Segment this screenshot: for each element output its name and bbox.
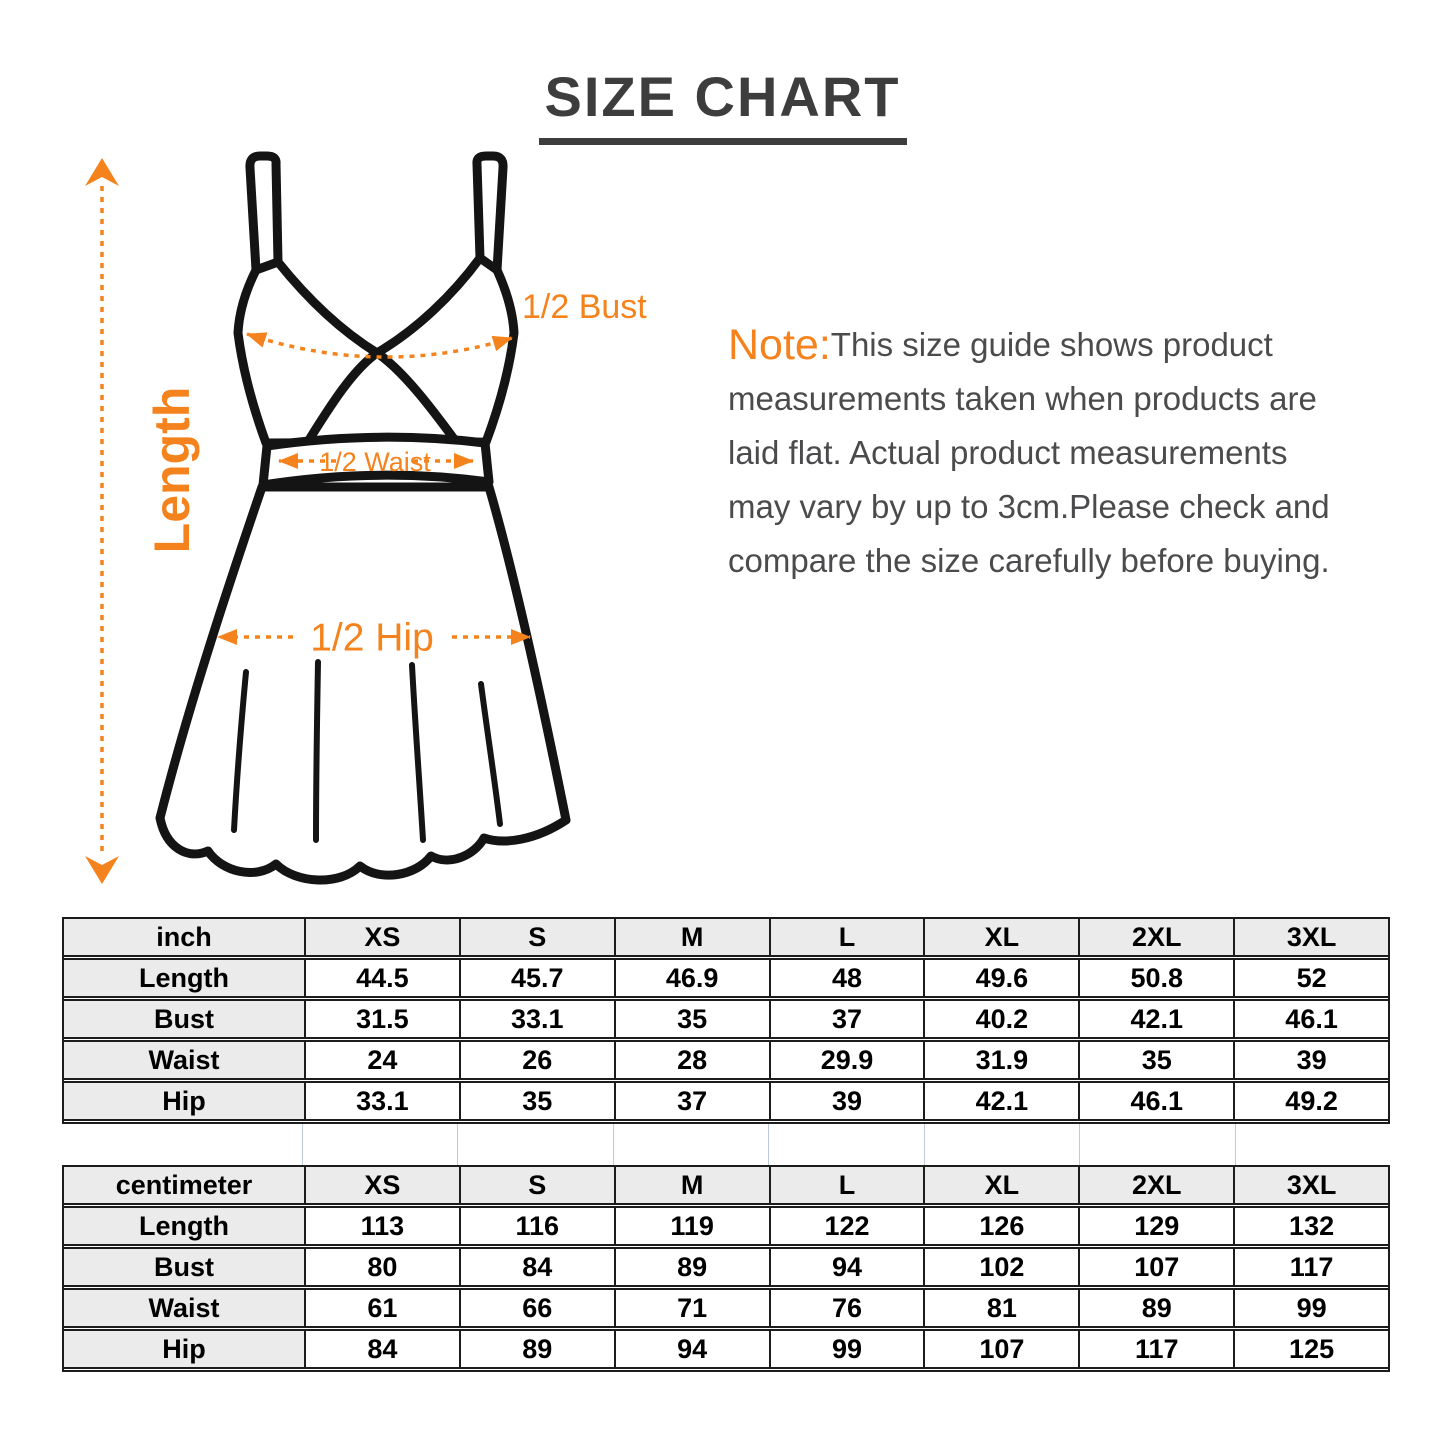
note-block [728,318,1438,588]
table-row [64,960,1388,1001]
value-cell: 46.1 [1233,1001,1388,1037]
value-cell: 46.9 [614,960,769,996]
value-cell: 94 [614,1331,769,1367]
dress-outline-drawing [160,156,566,880]
hip-label: 1/2 Hip [310,616,434,660]
unit-header-cell: centimeter [64,1167,304,1203]
table-row [64,1249,1388,1290]
row-label-cell: Hip [64,1331,304,1367]
value-cell: 33.1 [459,1001,614,1037]
size-tables [62,917,1390,1372]
value-cell: 107 [923,1331,1078,1367]
unit-header-cell: inch [64,919,304,955]
row-label-cell: Bust [64,1001,304,1037]
skirt-pleat-line [316,662,318,840]
arrowhead-up-icon [85,158,119,186]
value-cell: 119 [614,1208,769,1244]
value-cell: 35 [459,1083,614,1119]
value-cell: 37 [614,1083,769,1119]
row-label-cell: Waist [64,1042,304,1078]
value-cell: 89 [459,1331,614,1367]
value-cell: 117 [1233,1249,1388,1285]
value-cell: 116 [459,1208,614,1244]
dress-skirt [160,487,566,880]
value-cell: 117 [1078,1331,1233,1367]
gap-cell [1235,1124,1390,1165]
note-line: laid flat. Actual product measurements [728,434,1288,471]
size-header-cell: L [769,919,924,955]
value-cell: 107 [1078,1249,1233,1285]
size-header-cell: 2XL [1078,1167,1233,1203]
gap-cell [613,1124,768,1165]
value-cell: 52 [1233,960,1388,996]
value-cell: 49.2 [1233,1083,1388,1119]
value-cell: 66 [459,1290,614,1326]
value-cell: 48 [769,960,924,996]
value-cell: 49.6 [923,960,1078,996]
size-table-centimeter [62,1165,1390,1372]
table-row [64,1331,1388,1372]
table-row [64,1083,1388,1124]
row-label-cell: Length [64,960,304,996]
value-cell: 29.9 [769,1042,924,1078]
value-cell: 31.9 [923,1042,1078,1078]
size-header-cell: XS [304,919,459,955]
table-row [64,1290,1388,1331]
size-table-inch [62,917,1390,1124]
table-row [64,1208,1388,1249]
note-line: compare the size carefully before buying. [728,542,1330,579]
note-label: Note: [728,321,831,369]
size-header-cell: S [459,919,614,955]
value-cell: 102 [923,1249,1078,1285]
value-cell: 35 [1078,1042,1233,1078]
value-cell: 122 [769,1208,924,1244]
value-cell: 42.1 [923,1083,1078,1119]
arrowhead-down-icon [85,856,119,884]
value-cell: 50.8 [1078,960,1233,996]
size-header-cell: XL [923,919,1078,955]
dress-left-strap [250,156,278,270]
dress-measurement-diagram [70,135,650,915]
row-label-cell: Hip [64,1083,304,1119]
size-header-cell: XL [923,1167,1078,1203]
value-cell: 99 [769,1331,924,1367]
value-cell: 71 [614,1290,769,1326]
value-cell: 89 [1078,1290,1233,1326]
gap-cell [457,1124,612,1165]
size-header-cell: L [769,1167,924,1203]
value-cell: 39 [769,1083,924,1119]
dress-right-strap [477,156,503,270]
value-cell: 37 [769,1001,924,1037]
value-cell: 44.5 [304,960,459,996]
value-cell: 33.1 [304,1083,459,1119]
size-header-cell: S [459,1167,614,1203]
value-cell: 113 [304,1208,459,1244]
title-bar [0,64,1445,145]
value-cell: 81 [923,1290,1078,1326]
row-label-cell: Length [64,1208,304,1244]
value-cell: 126 [923,1208,1078,1244]
value-cell: 45.7 [459,960,614,996]
waist-label: 1/2 Waist [319,447,431,477]
value-cell: 94 [769,1249,924,1285]
size-header-cell: XS [304,1167,459,1203]
table-header-row [64,919,1388,960]
value-cell: 76 [769,1290,924,1326]
row-label-cell: Waist [64,1290,304,1326]
size-header-cell: 3XL [1233,1167,1388,1203]
value-cell: 42.1 [1078,1001,1233,1037]
table-row [64,1042,1388,1083]
value-cell: 31.5 [304,1001,459,1037]
table-row [64,1001,1388,1042]
value-cell: 35 [614,1001,769,1037]
value-cell: 80 [304,1249,459,1285]
value-cell: 24 [304,1042,459,1078]
value-cell: 46.1 [1078,1083,1233,1119]
value-cell: 61 [304,1290,459,1326]
value-cell: 40.2 [923,1001,1078,1037]
gap-cell [1079,1124,1234,1165]
value-cell: 26 [459,1042,614,1078]
table-gap-row [62,1124,1390,1165]
gap-cell [924,1124,1079,1165]
size-header-cell: 3XL [1233,919,1388,955]
length-arrow [85,158,119,884]
gap-cell [768,1124,923,1165]
size-header-cell: M [614,1167,769,1203]
gap-cell [62,1124,302,1165]
size-header-cell: M [614,919,769,955]
note-text-1: This size guide shows product [830,326,1273,363]
value-cell: 125 [1233,1331,1388,1367]
value-cell: 28 [614,1042,769,1078]
note-line: measurements taken when products are [728,380,1317,417]
value-cell: 89 [614,1249,769,1285]
value-cell: 84 [459,1249,614,1285]
note-line: may vary by up to 3cm.Please check and [728,488,1330,525]
value-cell: 129 [1078,1208,1233,1244]
value-cell: 132 [1233,1208,1388,1244]
row-label-cell: Bust [64,1249,304,1285]
gap-cell [302,1124,457,1165]
bust-label: 1/2 Bust [522,288,647,326]
length-label: Length [144,386,200,554]
value-cell: 84 [304,1331,459,1367]
size-header-cell: 2XL [1078,919,1233,955]
value-cell: 39 [1233,1042,1388,1078]
table-header-row [64,1167,1388,1208]
page-title: SIZE CHART [539,64,907,145]
value-cell: 99 [1233,1290,1388,1326]
note-line [728,318,1438,372]
